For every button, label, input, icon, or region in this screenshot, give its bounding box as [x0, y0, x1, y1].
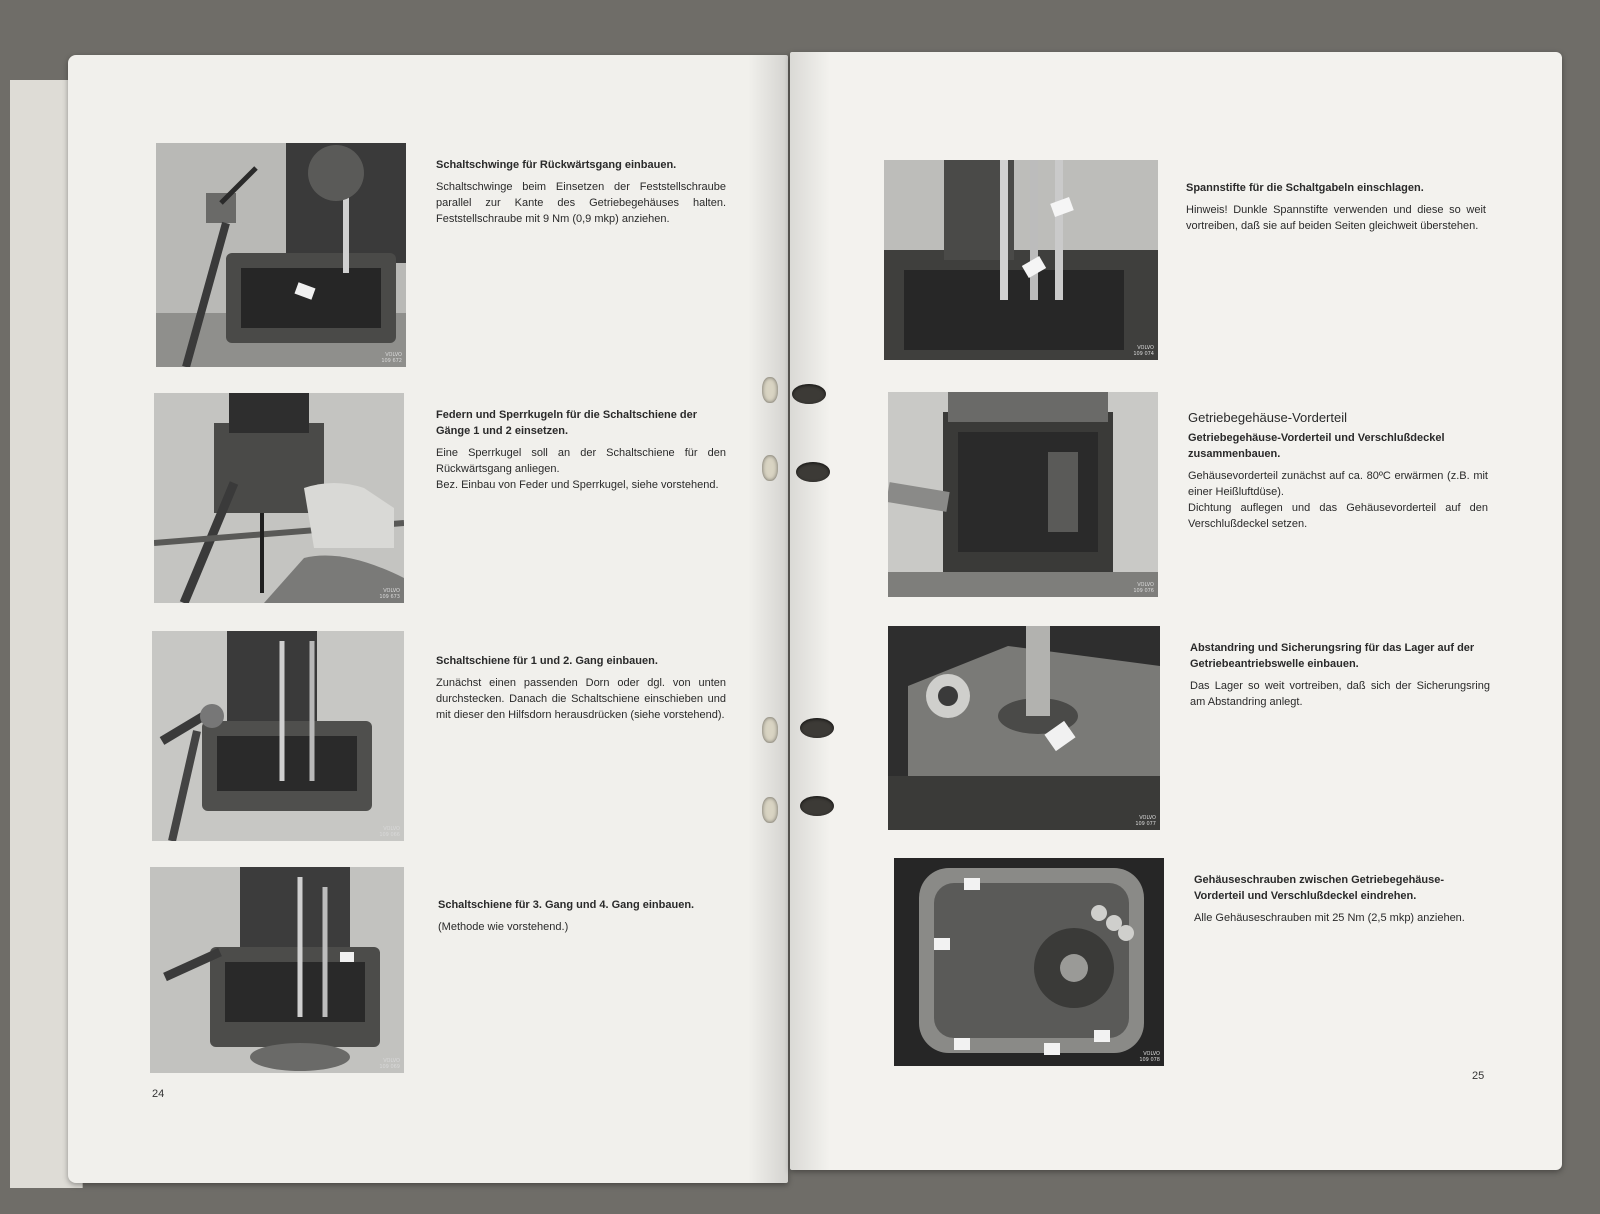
section-housing-bolts — [1194, 872, 1490, 926]
section-body: Schaltschwinge beim Einsetzen der Feststellschraube parallel zur Kante des Getriebegehäuses halten. Feststellschraube mit 9 Nm (0,9 mkp) anziehen. — [436, 181, 726, 225]
photo-ref: VOLVO 109 077 — [1135, 815, 1156, 827]
photo-housing-front — [888, 392, 1158, 597]
section-heading: Schaltschwinge für Rückwärtsgang einbauen. — [436, 159, 677, 171]
section-body: Das Lager so weit vortreiben, daß sich der Sicherungsring am Abstandring anlegt. — [1190, 680, 1490, 708]
photo-housing-bolts — [894, 858, 1164, 1066]
section-body: Zunächst einen passenden Dorn oder dgl. von unten durchstecken. Danach die Schaltschiene einschieben und mit dieser den Hilfsdorn herausdrücken (siehe vorstehend). — [436, 677, 726, 721]
section-housing-front — [1188, 410, 1488, 532]
photo-ref: VOLVO 109 074 — [1133, 345, 1154, 357]
section-body: Bez. Einbau von Feder und Sperrkugel, siehe vorstehend. — [436, 479, 719, 491]
section-heading: Spannstifte für die Schaltgabeln einschlagen. — [1186, 182, 1424, 194]
photo-ref: VOLVO 109 673 — [379, 588, 400, 600]
section-body: Gehäusevorderteil zunächst auf ca. 80ºC erwärmen (z.B. mit einer Heißluftdüse). — [1188, 470, 1488, 498]
right-page — [790, 52, 1562, 1170]
punch-hole — [800, 718, 834, 738]
torn-punch-hole — [762, 797, 778, 823]
left-page — [68, 55, 788, 1183]
photo-shift-rail-1-2 — [152, 631, 404, 841]
photo-ref: VOLVO 109 076 — [1133, 582, 1154, 594]
page-number: 24 — [152, 1088, 165, 1100]
photo-shift-rail-3-4 — [150, 867, 404, 1073]
page-number: 25 — [1472, 1070, 1485, 1082]
section-body: Hinweis! Dunkle Spannstifte verwenden und diese so weit vortreiben, daß sie auf beiden Seiten gleichweit überstehen. — [1186, 204, 1486, 232]
photo-shift-rocker — [156, 143, 406, 367]
section-springs-detent-balls — [436, 407, 726, 493]
photo-springs-detent-balls — [154, 393, 404, 603]
torn-punch-hole — [762, 455, 778, 481]
section-heading: Abstandring und Sicherungsring für das Lager auf der Getriebeantriebswelle einbauen. — [1190, 642, 1475, 670]
photo-ref: VOLVO 109 672 — [381, 352, 402, 364]
punch-hole — [792, 384, 826, 404]
section-heading: Schaltschiene für 1 und 2. Gang einbauen. — [436, 655, 658, 667]
section-spacer-ring — [1190, 640, 1490, 710]
photo-roll-pins — [884, 160, 1158, 360]
punch-hole — [796, 462, 830, 482]
section-heading: Gehäuseschrauben zwischen Getriebegehäuse-Vorderteil und Verschlußdeckel eindrehen. — [1194, 874, 1445, 902]
photo-ref: VOLVO 109 078 — [1139, 1051, 1160, 1063]
section-heading: Federn und Sperrkugeln für die Schaltschiene der Gänge 1 und 2 einsetzen. — [436, 409, 698, 437]
section-body: Eine Sperrkugel soll an der Schaltschiene für den Rückwärtsgang anliegen. — [436, 447, 726, 475]
section-heading: Schaltschiene für 3. Gang und 4. Gang einbauen. — [438, 899, 695, 911]
section-body: (Methode wie vorstehend.) — [438, 921, 569, 933]
photo-ref: VOLVO 109 069 — [379, 1058, 400, 1070]
photo-spacer-ring — [888, 626, 1160, 830]
section-shift-rail-3-4 — [438, 897, 728, 935]
punch-hole — [800, 796, 834, 816]
section-roll-pins — [1186, 180, 1486, 234]
torn-punch-hole — [762, 377, 778, 403]
section-heading: Getriebegehäuse-Vorderteil und Verschlußdeckel zusammenbauen. — [1188, 432, 1445, 460]
section-body: Dichtung auflegen und das Gehäusevorderteil auf den Verschlußdeckel setzen. — [1188, 502, 1488, 530]
photo-ref: VOLVO 109 066 — [379, 826, 400, 838]
section-shift-rail-1-2 — [436, 653, 726, 723]
left-gutter-shadow — [748, 55, 788, 1183]
right-gutter-shadow — [790, 52, 830, 1170]
section-body: Alle Gehäuseschrauben mit 25 Nm (2,5 mkp) anziehen. — [1194, 912, 1465, 924]
section-shift-rocker — [436, 157, 726, 227]
torn-punch-hole — [762, 717, 778, 743]
section-title: Getriebegehäuse-Vorderteil — [1188, 410, 1347, 425]
